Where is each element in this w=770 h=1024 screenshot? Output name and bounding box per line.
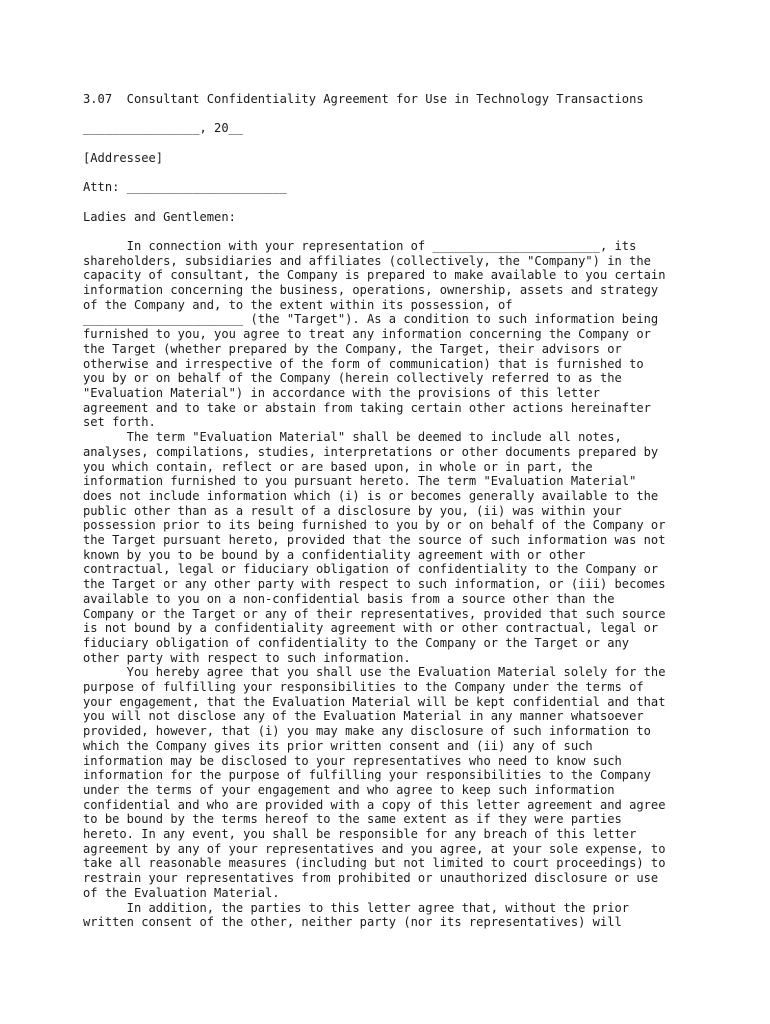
paragraph	[83, 665, 763, 900]
paragraph-line: confidential and who are provided with a copy of this letter agreement and agree	[83, 797, 666, 812]
paragraph-line: set forth.	[83, 415, 156, 430]
paragraph-line: "Evaluation Material") in accordance with the provisions of this letter	[83, 385, 600, 400]
paragraph-line: The term "Evaluation Material" shall be deemed to include all notes,	[83, 430, 622, 445]
paragraph-line: Company or the Target or any of their representatives, provided that such source	[83, 606, 666, 621]
paragraph-line: otherwise and irrespective of the form of communication) that is furnished to	[83, 356, 644, 371]
paragraph-line: of the Evaluation Material.	[83, 885, 280, 900]
paragraph-line: available to you on a non-confidential basis from a source other than the	[83, 591, 615, 606]
paragraph-line: under the terms of your engagement and who agree to keep such information	[83, 782, 615, 797]
paragraph-line: you by or on behalf of the Company (herein collectively referred to as the	[83, 371, 622, 386]
spacer	[83, 195, 763, 210]
paragraph-line: the Target pursuant hereto, provided that the source of such information was not	[83, 533, 666, 548]
letter-body	[83, 239, 763, 930]
paragraph-line: to be bound by the terms hereof to the same extent as if they were parties	[83, 812, 622, 827]
paragraph-line: written consent of the other, neither party (nor its representatives) will	[83, 915, 622, 930]
spacer	[83, 165, 763, 180]
paragraph-line: contractual, legal or fiduciary obligation of confidentiality to the Company or	[83, 562, 659, 577]
paragraph-line: public other than as a result of a disclosure by you, (ii) was within your	[83, 503, 622, 518]
paragraph-line: information concerning the business, operations, ownership, assets and strategy	[83, 283, 659, 298]
paragraph	[83, 239, 763, 430]
attn-line: Attn: ______________________	[83, 180, 287, 195]
paragraph-line: the Target or any other party with respect to such information, or (iii) becomes	[83, 577, 666, 592]
paragraph-line: you will not disclose any of the Evaluation Material in any manner whatsoever	[83, 709, 644, 724]
paragraph-line: hereto. In any event, you shall be responsible for any breach of this letter	[83, 827, 637, 842]
paragraph-line: provided, however, that (i) you may make any disclosure of such information to	[83, 724, 651, 739]
paragraph-line: other party with respect to such information.	[83, 650, 411, 665]
document-page	[83, 92, 763, 930]
paragraph-line: of the Company and, to the extent within its possession, of	[83, 297, 513, 312]
salutation: Ladies and Gentlemen:	[83, 209, 236, 224]
paragraph-line: restrain your representatives from prohibited or unauthorized disclosure or use	[83, 871, 659, 886]
paragraph-line: shareholders, subsidiaries and affiliates (collectively, the "Company") in the	[83, 253, 651, 268]
paragraph-line: fiduciary obligation of confidentiality to the Company or the Target or any	[83, 635, 630, 650]
paragraph-line: purpose of fulfilling your responsibilities to the Company under the terms of	[83, 680, 644, 695]
paragraph-line: ______________________ (the "Target"). As a condition to such information being	[83, 312, 659, 327]
date-line: ________________, 20__	[83, 121, 244, 136]
addressee-line: [Addressee]	[83, 150, 164, 165]
document-heading: 3.07 Consultant Confidentiality Agreement for Use in Technology Transactions	[83, 92, 644, 106]
paragraph-line: the Target (whether prepared by the Company, the Target, their advisors or	[83, 341, 622, 356]
paragraph-line: agreement by any of your representatives and you agree, at your sole expense, to	[83, 841, 666, 856]
paragraph-line: In addition, the parties to this letter agree that, without the prior	[83, 900, 630, 915]
paragraph	[83, 430, 763, 665]
paragraph-line: is not bound by a confidentiality agreement with or other contractual, legal or	[83, 621, 659, 636]
spacer	[83, 136, 763, 151]
paragraph-line: information may be disclosed to your representatives who need to know such	[83, 753, 622, 768]
paragraph-line: agreement and to take or abstain from taking certain other actions hereinafter	[83, 400, 651, 415]
paragraph-line: analyses, compilations, studies, interpretations or other documents prepared by	[83, 444, 659, 459]
paragraph-line: capacity of consultant, the Company is prepared to make available to you certain	[83, 268, 666, 283]
spacer	[83, 107, 763, 122]
paragraph-line: information for the purpose of fulfilling your responsibilities to the Company	[83, 768, 651, 783]
paragraph-line: which the Company gives its prior written consent and (ii) any of such	[83, 738, 593, 753]
paragraph-line: furnished to you, you agree to treat any information concerning the Company or	[83, 327, 651, 342]
paragraph-line: possession prior to its being furnished to you by or on behalf of the Company or	[83, 518, 666, 533]
paragraph-line: known by you to be bound by a confidentiality agreement with or other	[83, 547, 586, 562]
paragraph-line: In connection with your representation of _______________________, its	[83, 238, 637, 253]
paragraph-line: You hereby agree that you shall use the Evaluation Material solely for the	[83, 665, 666, 680]
paragraph-line: you which contain, reflect or are based upon, in whole or in part, the	[83, 459, 593, 474]
paragraph	[83, 901, 763, 930]
paragraph-line: information furnished to you pursuant hereto. The term "Evaluation Material"	[83, 474, 637, 489]
paragraph-line: take all reasonable measures (including but not limited to court proceedings) to	[83, 856, 666, 871]
spacer	[83, 224, 763, 239]
paragraph-line: does not include information which (i) is or becomes generally available to the	[83, 488, 659, 503]
paragraph-line: your engagement, that the Evaluation Material will be kept confidential and that	[83, 694, 666, 709]
